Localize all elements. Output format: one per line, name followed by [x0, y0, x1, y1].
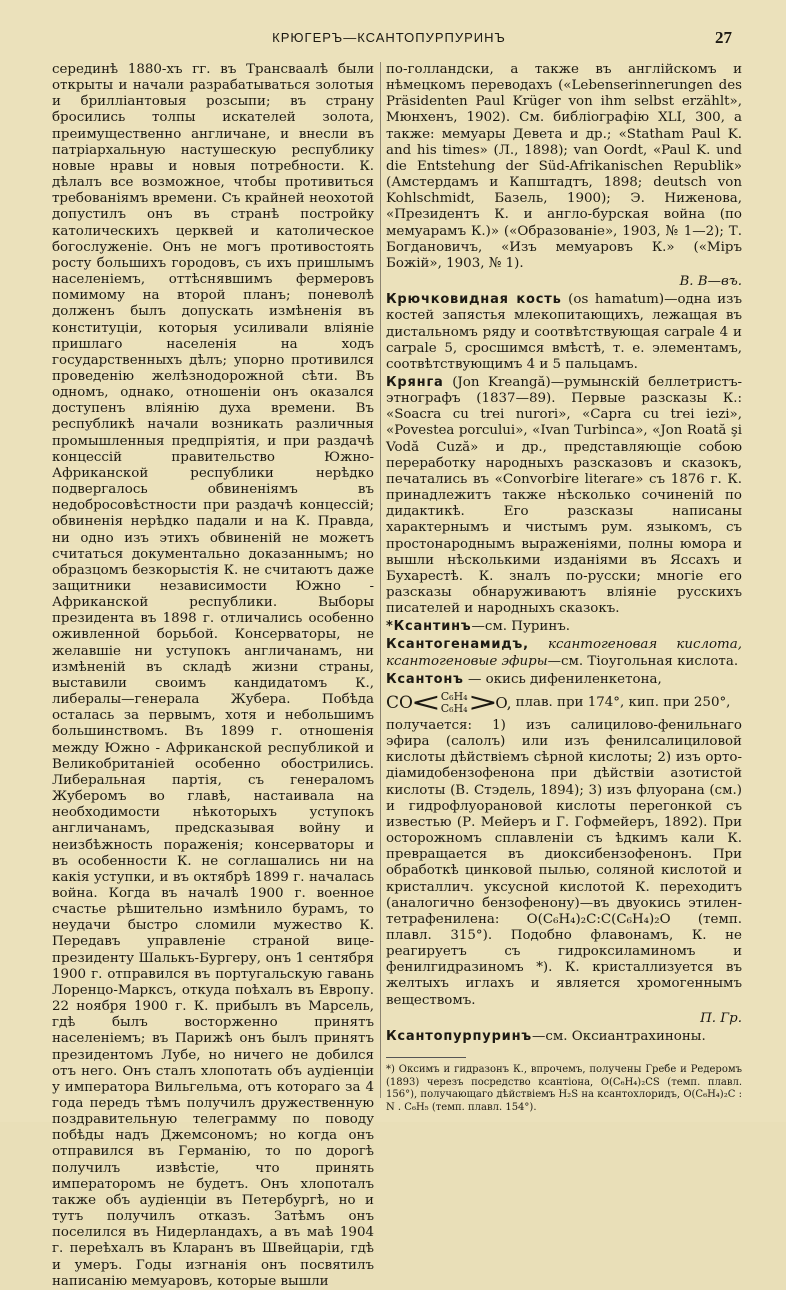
entry-xanthopurpurin — [386, 1029, 742, 1045]
formula-stack — [441, 691, 468, 715]
entry-xanthogenamide — [386, 637, 742, 669]
entry-text: —см. Оксиантрахиноны. — [531, 1028, 706, 1044]
entry-text: (Jon Kreangă)—румынскiй беллетристъ-этнографъ (1837—89). Первые разсказы К.: «Soacra cu trei nurori», «Capra cu trei iezi», «Povestea porcului», «Ivan Turbinca», «Jon Roată şi Vodă Cuză» и др., представляющiе собою переработку народныхъ разсказовъ и сказокъ, печатались въ «Convorbire literare» съ 1876 г. К. принадлежитъ также нѣсколько сочиненiй по дидактикѣ. Его разсказы написаны характернымъ и чистымъ рум. языкомъ, съ простонароднымъ выраженiями, полны юмора и вышли нѣсколькими изданiями въ Яссахъ и Бухарестѣ. К. зналъ по-русски; многiе его разсказы обнаруживаютъ влiянiе русскихъ писателей и народныхъ сказокъ. — [386, 374, 742, 617]
entry-text: —см. Пуринъ. — [471, 619, 571, 635]
entry-text: получается: 1) изъ салицилово-фенильнаго эфира (салолъ) или изъ фенилсалициловой кислоты дѣйствiемъ сѣрной кислоты; 2) изъ орто-дiамидобензофенона при дѣйствiи азотистой кислоты (В. Стэдель, 1894); 3) изъ флуорана (см.) и гидрофлуорановой кислоты перегонкой съ известью (Р. Мейеръ и Г. Гофмейеръ, 1892). При осторожномъ сплавленiи съ ѣдкимъ кали К. превращается въ диоксибензофенонъ. При обработкѣ цинковой пылью, соляной кислотой и кристаллич. уксусной кислотой К. переходитъ (аналогично бензофенону)—въ двуокись этилен-тетрафенилена: O(C₆H₄)₂C:C(C₆H₄)₂O (темп. плавл. 315°). Подобно флавонамъ, К. не реагируетъ съ гидроксиламиномъ и фенилгидразиномъ *). К. кристаллизуется въ желтыхъ иглахъ и является хромогеннымъ веществомъ. — [386, 717, 742, 1008]
entry-text: — окись дифениленкетона, — [467, 671, 662, 687]
page-header — [46, 28, 732, 50]
formula-top: C₆H₄ — [440, 689, 468, 703]
entry-headword: Крючковидная кость — [386, 292, 562, 308]
paragraph-continuation: по-голландски, а также въ англiйскомъ и нѣмецкомъ переводахъ («Lebenserinnerungen des Präsidenten Paul Krüger von ihm selbst erzählt», Мюнхенъ, 1902). См. библiографiю XLI, 300, а также: мемуары Девета и др.; «Statham Paul K. and his times» (Л., 1898); van Oordt, «Paul K. und die Entstehung der Süd-Afrikanischen Republik» (Амстердамъ и Капштадтъ, 1898; deutsch von Kohlschmidt, Базель, 1900); Э. Ниженова, «Президентъ К. и англо-бурская война (по мемуарамъ К.)» («Образованiе», 1903, № 1—2); Т. Богдановичъ, «Изъ мемуаровъ К.» («Мiръ Божiй», 1903, № 1). — [386, 62, 742, 271]
formula-bracket-left: < — [410, 687, 442, 718]
author-signature: П. Гр. — [700, 1010, 742, 1026]
entry-xanthine — [386, 619, 742, 635]
entry-kreanga — [386, 375, 742, 617]
formula-bracket-right: > — [467, 687, 498, 718]
formula-co: CO — [386, 692, 413, 713]
entry-headword: Ксантопурпуринъ — [386, 1028, 532, 1044]
right-column — [386, 62, 742, 1113]
entry-headword: Ксантонъ — [386, 671, 464, 687]
page-number: 27 — [715, 28, 732, 47]
entry-text: —см. Тiоугольная кислота. — [547, 653, 739, 669]
footnote: *) Оксимъ и гидразонъ К., впрочемъ, получены Гребе и Редеромъ (1893) черезъ посредство ксантiона, O(C₆H₄)₂CS (темп. плавл. 156°), получающаго дѣйствiемъ H₂S на ксантохлоридъ, O(C₆H₄)₂C : N . C₆H₅ (темп. плавл. 154°). — [386, 1064, 742, 1113]
entry-italic: ксантогеновая кислота, ксантогеновые эфиры — [386, 637, 742, 669]
author-signature: В. В—въ. — [679, 274, 742, 290]
entry-text: —одна изъ костей запястья млекопитающихъ, лежащая въ дистальномъ ряду и соотвѣтствующая carpale 4 и carpale 5, сросшимся вмѣстѣ, т. е. элементамъ, соотвѣтствующимъ 4 и 5 пальцамъ. — [386, 292, 742, 372]
entry-latin: (os hamatum) — [568, 292, 665, 308]
footnote-divider — [386, 1057, 466, 1058]
entry-headword: Крянга — [386, 374, 444, 390]
left-column — [52, 62, 374, 1289]
formula-o: O, — [495, 693, 512, 712]
paragraph: серединѣ 1880-хъ гг. въ Трансваалѣ были открыты и начали разрабатываться золотыя и бриллiантовыя розсыпи; въ страну бросились толпы искателей золота, преимущественно англичане, и внесли въ патрiархальную настушескую республику новые нравы и новыя потребности. К. дѣлалъ все возможное, чтобы противиться требованiямъ времени. Съ крайней неохотой допустилъ онъ въ странѣ постройку католическихъ церквей и католическое богослуженiе. Онъ не могъ противостоять росту большихъ городовъ, съ ихъ пришлымъ населенiемъ, оттѣснявшимъ фермеровъ помимому на второй планъ; поневолѣ долженъ былъ допускать измѣненiя въ конституцiи, которыя усиливали влiянiе пришлаго населенiя на ходъ государственныхъ дѣлъ; упорно противился проведенiю желѣзнодорожной сѣти. Въ одномъ, однако, отношенiи онъ оказался доступенъ влiянiю духа времени. Въ республикѣ начали возникать различныя промышленныя предпрiятiя, и при раздачѣ концессiй правительство Южно-Африканской республики нерѣдко подвергалось обвиненiямъ въ недобросовѣстности при раздачѣ концессiй; обвиненiя нерѣдко падали и на К. Правда, ни одно изъ этихъ обвиненiй не можетъ считаться документально доказаннымъ; но образцомъ безкорыстiя К. не считаютъ даже защитники независимости Южно - Африканской республики. Выборы президента въ 1898 г. отличались особенно оживленной борьбой. Консерваторы, не желавшiе ни уступокъ англичанамъ, ни измѣненiй въ складѣ жизни страны, выставили своимъ кандидатомъ К., либералы—генерала Жубера. Побѣда осталась за первымъ, хотя и небольшимъ большинствомъ. Въ 1899 г. отношенiя между Южно - Африканской республикой и Великобританiей особенно обострились. Либеральная партiя, съ генераломъ Жуберомъ во главѣ, настаивала на необходимости нѣкоторыхъ уступокъ англичанамъ, предсказывая войну и неизбѣжность пораженiя; консерваторы и въ особенности К. не соглашались ни на какiя уступки, и въ октябрѣ 1899 г. началась война. Когда въ началѣ 1900 г. военное счастье рѣшительно измѣнило бурамъ, то неудачи быстро сломили мужество К. Передавъ управленiе страной вице-президенту Шалькъ-Бургеру, онъ 1 сентября 1900 г. отправился въ португальскую гавань Лоренцо-Марксъ, откуда поѣхалъ въ Европу. 22 ноября 1900 г. К. прибылъ въ Марсель, гдѣ былъ восторженно принятъ населенiемъ; въ Парижѣ онъ былъ принятъ президентомъ Лубе, но ничего не добился отъ него. Онъ сталъ хлопотать объ аудiенцiи у императора Вильгельма, отъ котораго за 4 года передъ тѣмъ получилъ дружественную поздравительную телеграмму по поводу побѣды надъ Джемсономъ; но когда онъ отправился въ Германiю, то по дорогѣ получилъ извѣстiе, что принять императоромъ не будетъ. Онъ хлопоталъ также объ аудiенцiи въ Петербургѣ, но и тутъ получилъ отказъ. Затѣмъ онъ поселился въ Нидерландахъ, а въ маѣ 1904 г. переѣхалъ въ Кларанъ въ Швейцарiи, гдѣ и умеръ. Годы изгнанiя онъ посвятилъ написанiю мемуаровъ, которые вышли — [52, 62, 374, 1289]
entry-headword: Ксантогенамидъ, — [386, 637, 529, 653]
chemical-formula — [386, 687, 742, 718]
column-divider — [380, 62, 381, 1098]
entry-os-hamatum — [386, 292, 742, 373]
running-head: КРЮГЕРЪ—КСАНТОПУРПУРИНЪ — [272, 30, 506, 45]
formula-bottom: C₆H₄ — [440, 701, 468, 715]
formula-properties: плав. при 174°, кип. при 250°, — [515, 694, 731, 710]
entry-xanthone — [386, 672, 742, 688]
entry-headword: *Ксантинъ — [386, 619, 472, 635]
